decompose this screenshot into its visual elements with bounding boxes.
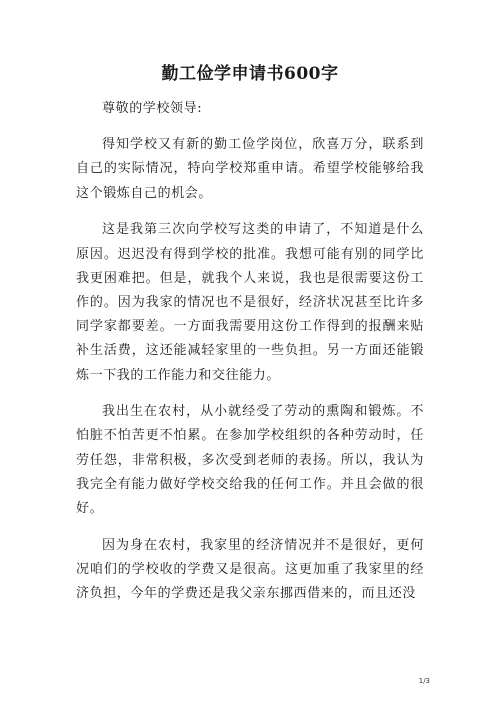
paragraph-4: 因为身在农村，我家里的经济情况并不是很好，更何况咱们的学校收的学费又是很高。这更加重了我家里的经济负担，今年的学费还是我父亲东挪西借来的，而且还没	[76, 537, 424, 602]
page-number: 1/3	[418, 677, 430, 685]
document-title: 勤工俭学申请书600字	[161, 64, 339, 84]
paragraph-2: 这是我第三次向学校写这类的申请了，不知道是什么原因。迟迟没有得到学校的批准。我想可能有别的同学比我更困难把。但是，就我个人来说，我也是很需要这份工作的。因为我家的情况也不是很好，经济状况甚至比许多同学家都要差。一方面我需要用这份工作得到的报酬来贴补生活费，这还能减轻家里的一些负担。另一方面还能锻炼一下我的工作能力和交往能力。	[76, 222, 424, 383]
salutation: 尊敬的学校领导:	[102, 101, 203, 116]
paragraph-3: 我出生在农村，从小就经受了劳动的熏陶和锻炼。不怕脏不怕苦更不怕累。在参加学校组织的各种劳动时，任劳任怨，非常积极，多次受到老师的表扬。所以，我认为我完全有能力做好学校交给我的任何工作。并且会做的很好。	[76, 404, 424, 517]
paragraph-1: 得知学校又有新的勤工俭学岗位，欣喜万分，联系到自己的实际情况，特向学校郑重申请。希望学校能够给我这个锻炼自己的机会。	[76, 137, 424, 201]
document-body	[76, 97, 424, 619]
